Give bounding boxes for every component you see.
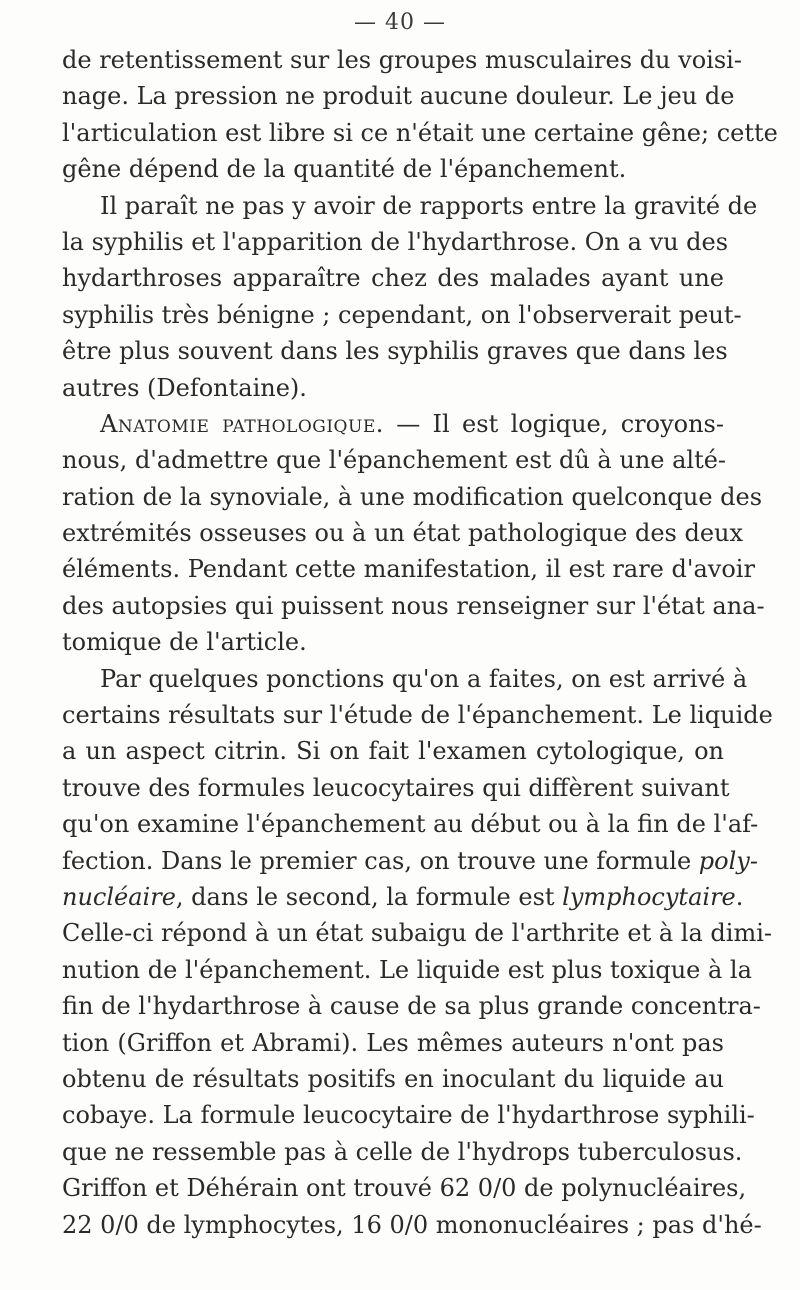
text-line: nution de l'épanchement. Le liquide est plus toxique à la: [62, 955, 752, 984]
text-line: éléments. Pendant cette manifestation, il est rare d'avoir: [62, 555, 755, 584]
section-heading-line: [62, 406, 724, 442]
text-line: tion (Griffon et Abrami). Les mêmes auteurs n'ont pas: [62, 1028, 724, 1057]
text-run: logique, croyons-: [510, 409, 724, 438]
text-line: nous, d'admettre que l'épanchement est dû à une alté-: [62, 446, 727, 475]
text-line: a un aspect citrin. Si on fait l'examen cytologique, on: [62, 737, 724, 766]
text-line: nage. La pression ne produit aucune douleur. Le jeu de: [62, 82, 735, 111]
text-line: hydarthroses apparaître chez des malades ayant une: [62, 264, 724, 293]
text-line: syphilis très bénigne ; cependant, on l'observerait peut-: [62, 300, 742, 329]
text-run: .: [735, 882, 744, 911]
text-line: la syphilis et l'apparition de l'hydarthrose. On a vu des: [62, 227, 729, 256]
page-number: — 40 —: [354, 10, 446, 35]
text-line: Il paraît ne pas y avoir de rapports entre la gravité de: [100, 191, 758, 220]
text-line: être plus souvent dans les syphilis graves que dans les: [62, 337, 728, 366]
text-line: obtenu de résultats positifs en inoculant du liquide au: [62, 1064, 724, 1093]
text-line: fin de l'hydarthrose à cause de sa plus grande concentra-: [62, 992, 761, 1021]
italic-term-polynucleaire: nucléaire: [62, 882, 176, 911]
text-line: cobaye. La formule leucocytaire de l'hydarthrose syphili-: [62, 1101, 755, 1130]
text-line: que ne ressemble pas à celle de l'hydrops tuberculosus.: [62, 1137, 743, 1166]
text-line: tomique de l'article.: [62, 628, 307, 657]
text-line: Par quelques ponctions qu'on a faites, on est arrivé à: [100, 664, 748, 693]
section-heading: Anatomie pathologique.: [100, 409, 384, 438]
text-line: trouve des formules leucocytaires qui diffèrent suivant: [62, 773, 730, 802]
text-run: fection. Dans le premier cas, on trouve une formule: [62, 846, 699, 875]
text-line: certains résultats sur l'étude de l'épanchement. Le liquide: [62, 701, 773, 730]
text-line: l'articulation est libre si ce n'était une certaine gêne; cette: [62, 118, 778, 147]
text-line: gêne dépend de la quantité de l'épanchement.: [62, 155, 627, 184]
body-text: [62, 42, 778, 1243]
italic-term-poly: poly-: [698, 846, 758, 875]
mixed-line: [62, 879, 744, 915]
text-line: ration de la synoviale, à une modification quelconque des: [62, 482, 763, 511]
text-run: , dans le second, la formule est: [175, 882, 563, 911]
italic-term-lymphocytaire: lymphocytaire: [562, 882, 736, 911]
text-line: de retentissement sur les groupes musculaires du voisi-: [62, 46, 742, 74]
mixed-line: [62, 843, 758, 879]
text-line: qu'on examine l'épanchement au début ou à la fin de l'af-: [62, 810, 759, 839]
text-line: Celle-ci répond à un état subaigu de l'arthrite et à la dimi-: [62, 919, 772, 948]
heading-dash: — Il est: [383, 409, 511, 438]
text-line: 22 0/0 de lymphocytes, 16 0/0 mononucléaires ; pas d'hé-: [62, 1210, 762, 1239]
text-line: Griffon et Déhérain ont trouvé 62 0/0 de polynucléaires,: [62, 1174, 747, 1203]
text-line: des autopsies qui puissent nous renseigner sur l'état ana-: [62, 591, 765, 620]
text-line: extrémités osseuses ou à un état pathologique des deux: [62, 519, 744, 548]
text-line: autres (Defontaine).: [62, 373, 307, 402]
